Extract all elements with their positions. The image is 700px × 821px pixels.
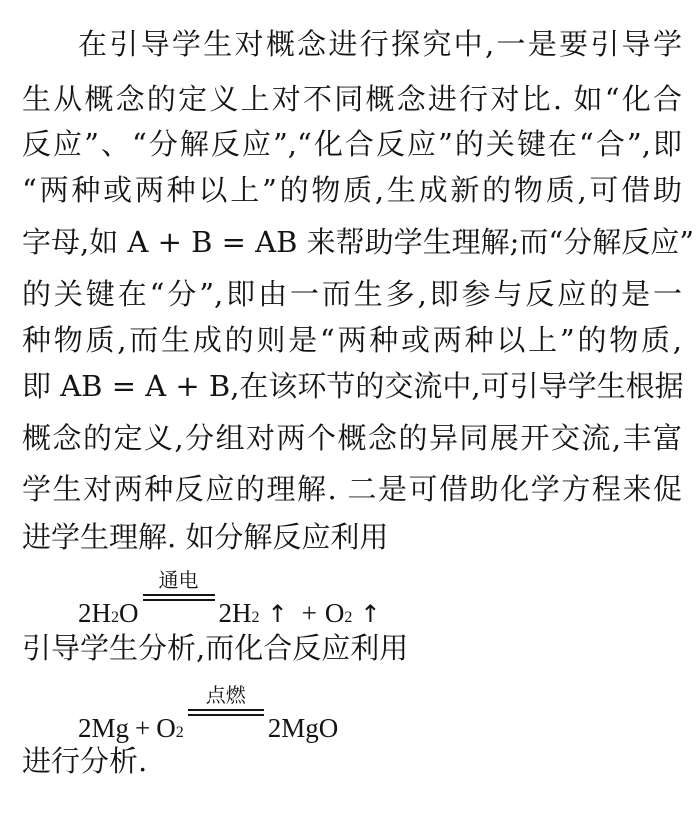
eq1-double-line-top bbox=[143, 594, 215, 596]
eq1-gas-arrow-2: ↑ bbox=[360, 600, 381, 628]
paragraph-line-10: 学生对两种反应的理解. 二是可借助化学方程来促 bbox=[22, 472, 682, 506]
eq2-product: 2MgO bbox=[267, 713, 339, 743]
eq1-condition: 通电 bbox=[158, 568, 199, 592]
paragraph-line-4: “两种或两种以上”的物质,生成新的物质,可借助 bbox=[22, 173, 682, 207]
eq2-reactant1: 2Mg bbox=[78, 713, 130, 743]
paragraph-line-2: 生从概念的定义上对不同概念进行对比. 如“化合 bbox=[22, 82, 682, 116]
paragraph-line-3: 反应”、“分解反应”,“化合反应”的关键在“合”,即 bbox=[22, 127, 682, 161]
equation-electrolysis-water: 2 H 2 O 通电 2 H 2 ↑ + O 2 ↑ bbox=[78, 582, 380, 634]
eq1-product2-formula: O bbox=[324, 598, 345, 628]
eq2-double-line-top bbox=[188, 709, 264, 711]
paragraph-line-5: 字母,如 A + B = AB 来帮助学生理解;而“分解反应” bbox=[22, 225, 695, 259]
eq2-condition: 点燃 bbox=[205, 683, 246, 707]
eq2-double-line-bottom bbox=[188, 714, 264, 716]
eq1-product1-coefficient: 2 bbox=[218, 598, 232, 628]
paragraph-line-6: 的关键在“分”,即由一而生多,即参与反应的是一 bbox=[22, 277, 682, 311]
paragraph-line-11: 进学生理解. 如分解反应利用 bbox=[22, 520, 389, 554]
eq2-reactant2-formula: O bbox=[156, 713, 176, 743]
final-text-line: 进行分析. bbox=[22, 744, 148, 778]
paragraph-line-8: 即 AB = A + B,在该环节的交流中,可引导学生根据 bbox=[22, 369, 684, 403]
middle-text-line: 引导学生分析,而化合反应利用 bbox=[22, 631, 409, 665]
eq1-reaction-arrow bbox=[141, 568, 217, 622]
eq2-plus: + bbox=[135, 713, 151, 743]
eq1-product1-formula: H bbox=[232, 598, 252, 628]
paragraph-line-7: 种物质,而生成的则是“两种或两种以上”的物质, bbox=[22, 323, 682, 357]
equation-magnesium-combustion: 2Mg + O 2 点燃 2MgO bbox=[78, 697, 338, 748]
eq1-lhs-tail: O bbox=[119, 598, 139, 628]
eq2-reaction-arrow bbox=[186, 683, 266, 737]
eq1-double-line-bottom bbox=[143, 599, 215, 601]
eq1-gas-arrow-1: ↑ bbox=[267, 600, 288, 628]
eq1-plus: + bbox=[301, 598, 317, 628]
eq1-lhs-formula: H bbox=[91, 598, 111, 628]
paragraph-line-9: 概念的定义,分组对两个概念的异同展开交流,丰富 bbox=[22, 421, 682, 455]
paragraph-line-1: 在引导学生对概念进行探究中,一是要引导学 bbox=[78, 27, 682, 61]
eq1-lhs-coefficient: 2 bbox=[78, 598, 92, 628]
